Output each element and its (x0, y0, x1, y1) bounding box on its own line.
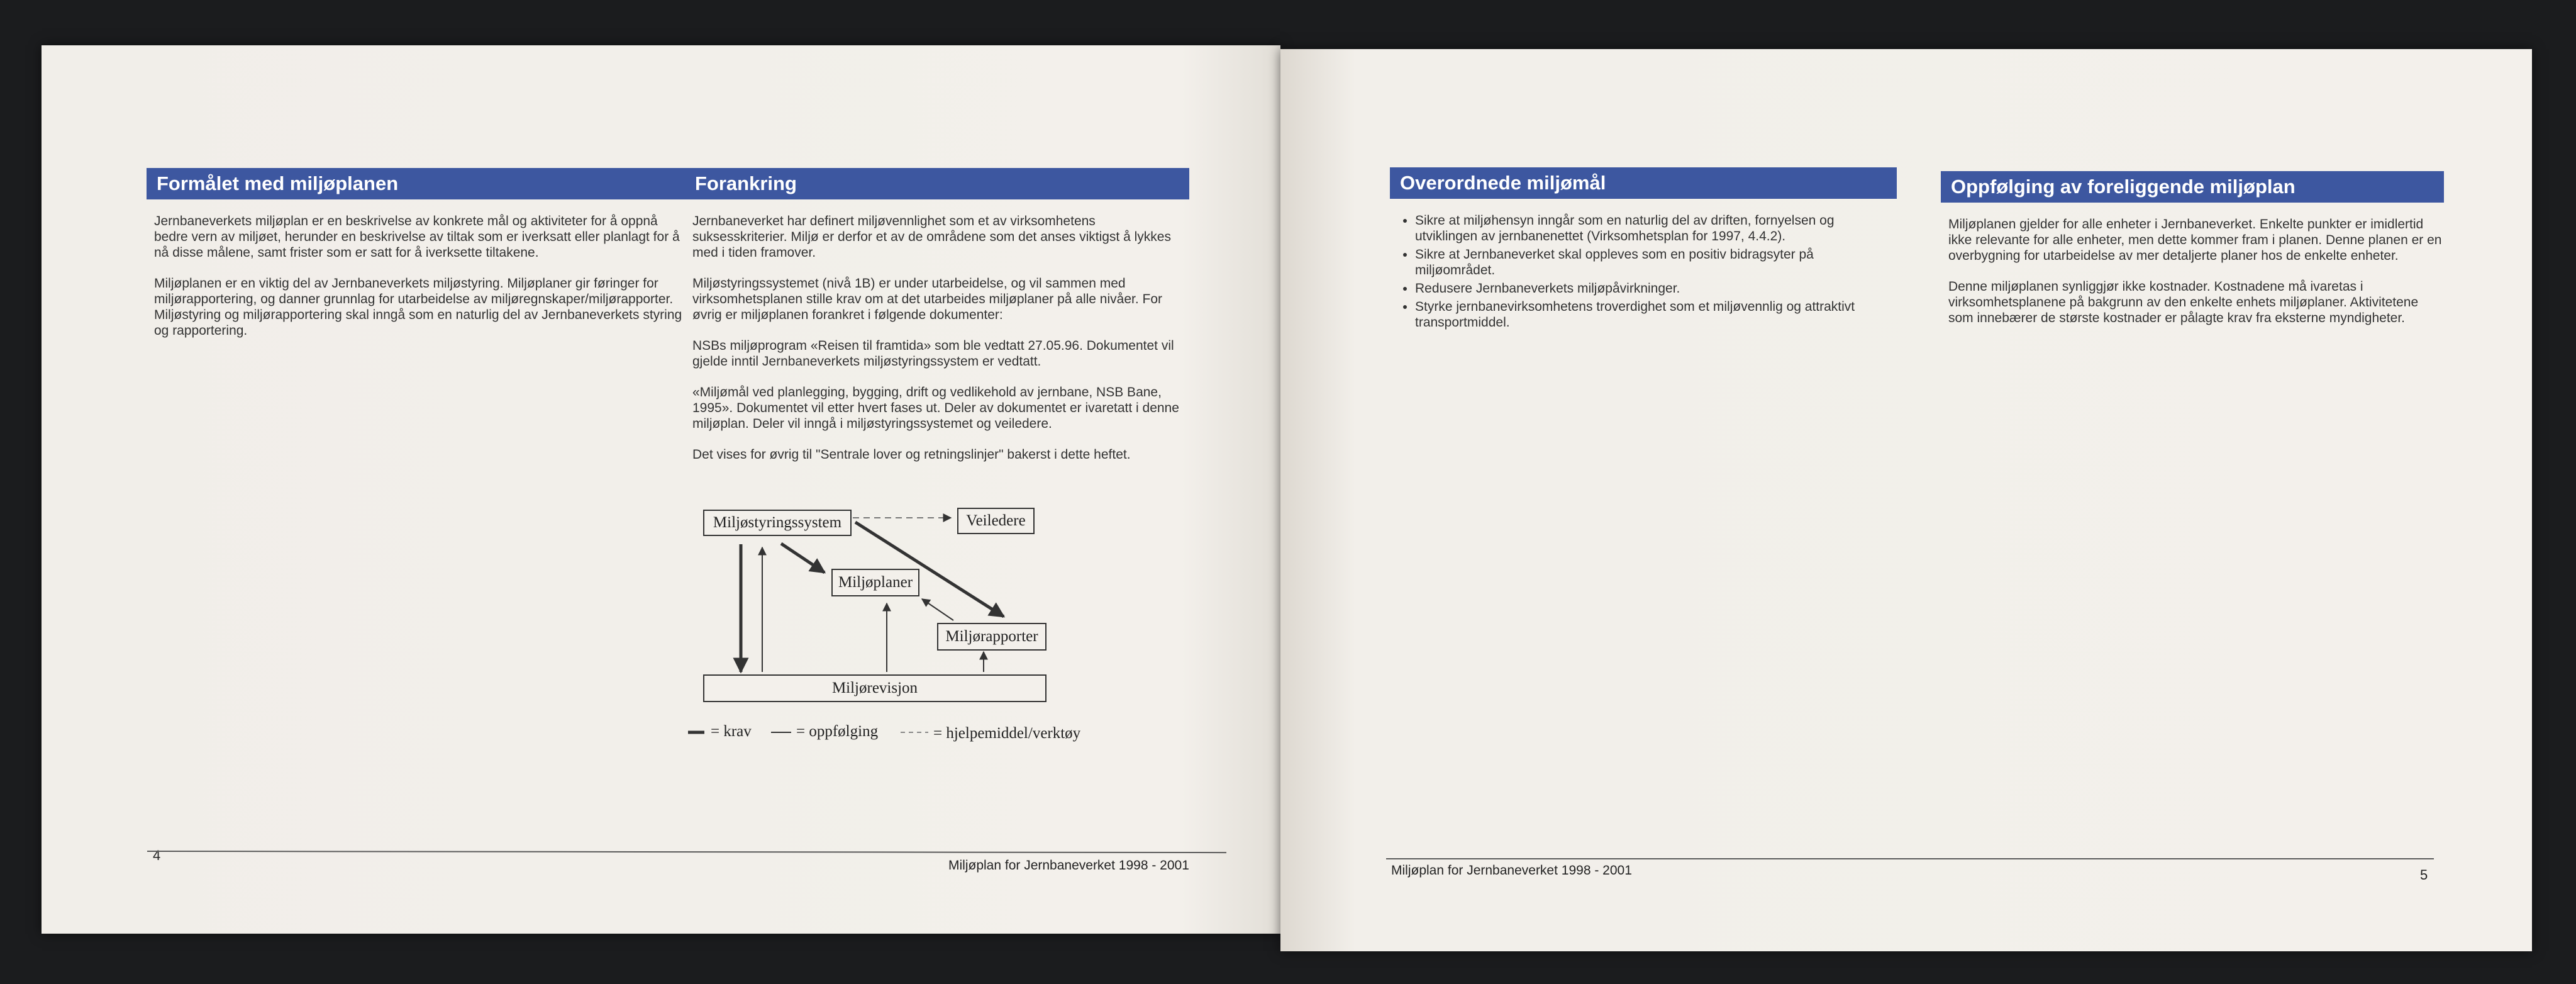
section-oppfolging (1941, 171, 2444, 341)
left-page (42, 45, 1280, 934)
section-heading: Formålet med miljøplanen (147, 168, 685, 199)
paragraph: Jernbaneverkets miljøplan er en beskrivelse av konkrete mål og aktiviteter for å oppnå bedre vern av miljøet, herunder en beskrivelse av tiltak som er iverksatt eller planlagt for å nå disse målene, samt frister som er satt for å iverksette tiltakene. (154, 214, 680, 260)
legend-krav: = krav (711, 723, 752, 740)
page-number: 4 (153, 847, 161, 863)
list-item: • Styrke jernbanevirksomhetens troverdighet som et miljøvennlig og attraktivt transportmiddel. (1415, 299, 1897, 330)
paragraph: Det vises for øvrig til "Sentrale lover og retningslinjer" bakerst i dette heftet. (692, 447, 1131, 462)
footer-text: Miljøplan for Jernbaneverket 1998 - 2001 (1391, 863, 1632, 878)
paragraph: NSBs miljøprogram «Reisen til framtida» som ble vedtatt 27.05.96. Dokumentet vil gjelde inntil Jernbaneverkets miljøstyringssystem er vedtatt. (692, 338, 1174, 369)
section-heading: Oppfølging av foreliggende miljøplan (1941, 171, 2444, 203)
list-item: • Sikre at miljøhensyn inngår som en naturlig del av driften, fornyelsen og utviklingen av jernbanenettet (Virksomhetsplan for 1997, 4.4.2). (1415, 213, 1897, 244)
node-miljorapporter: Miljørapporter (937, 623, 1046, 651)
node-miljostyringssystem: Miljøstyringssystem (703, 510, 852, 536)
node-miljoplaner: Miljøplaner (831, 569, 919, 596)
paragraph: Jernbaneverket har definert miljøvennlighet som et av virksomhetens suksesskriterier. Miljø er derfor et av de områdene som det anses viktigst å lykkes med i tiden framover. (692, 214, 1171, 260)
footer-rule (1386, 858, 2434, 859)
footer-text: Miljøplan for Jernbaneverket 1998 - 2001 (948, 858, 1189, 873)
page-number: 5 (2420, 867, 2428, 883)
paragraph: Miljøplanen er en viktig del av Jernbaneverkets miljøstyring. Miljøplaner gir føringer for miljørapportering, og danner grunnlag for utarbeidelse av miljøregnskaper/miljørapporter. Miljøstyring og miljørapportering skal inngå som en naturlig del av Jernbaneverkets styring og rapportering. (154, 276, 682, 338)
section-heading: Forankring (685, 168, 1189, 199)
section-overordnede (1390, 167, 1897, 333)
list-item: • Sikre at Jernbaneverket skal oppleves som en positiv bidragsyter på miljøområdet. (1415, 247, 1897, 278)
list-item: • Redusere Jernbaneverkets miljøpåvirkninger. (1415, 281, 1897, 296)
paragraph: «Miljømål ved planlegging, bygging, drift og vedlikehold av jernbane, NSB Bane, 1995». Dokumentet vil etter hvert fases ut. Deler av dokumentet er ivaretatt i denne miljøplan. Deler vil inngå i miljøstyringssystemet og veiledere. (692, 385, 1179, 431)
legend-oppfolging: = oppfølging (796, 723, 879, 740)
goals-list (1390, 213, 1897, 330)
diagram-arrows (42, 45, 1280, 934)
node-miljorevisjon: Miljørevisjon (703, 674, 1046, 702)
section-heading: Overordnede miljømål (1390, 167, 1897, 199)
paragraph: Denne miljøplanen synliggjør ikke kostnader. Kostnadene må ivaretas i virksomhetsplanene på bakgrunn av den enkelte enhets miljøplaner. Aktivitetene som innebærer de største kostnader er pålagte krav fra eksterne myndigheter. (1948, 279, 2419, 325)
legend-hjelpemiddel: = hjelpemiddel/verktøy (933, 725, 1081, 742)
node-veiledere: Veiledere (957, 508, 1035, 534)
right-page (1280, 49, 2532, 951)
paragraph: Miljøstyringssystemet (nivå 1B) er under utarbeidelse, og vil sammen med virksomhetsplanen stille krav om at det utarbeides miljøplaner på alle nivåer. For øvrig er miljøplanen forankret i følgende dokumenter: (692, 276, 1163, 322)
paragraph: Miljøplanen gjelder for alle enheter i Jernbaneverket. Enkelte punkter er imidlertid ikke relevante for alle enheter, men dette kommer fram i planen. Denne planen er en overbygning for utarbeidelse av mer detaljerte planer hos de enkelte enheter. (1948, 217, 2442, 263)
miljostyring-diagram (42, 45, 1280, 934)
